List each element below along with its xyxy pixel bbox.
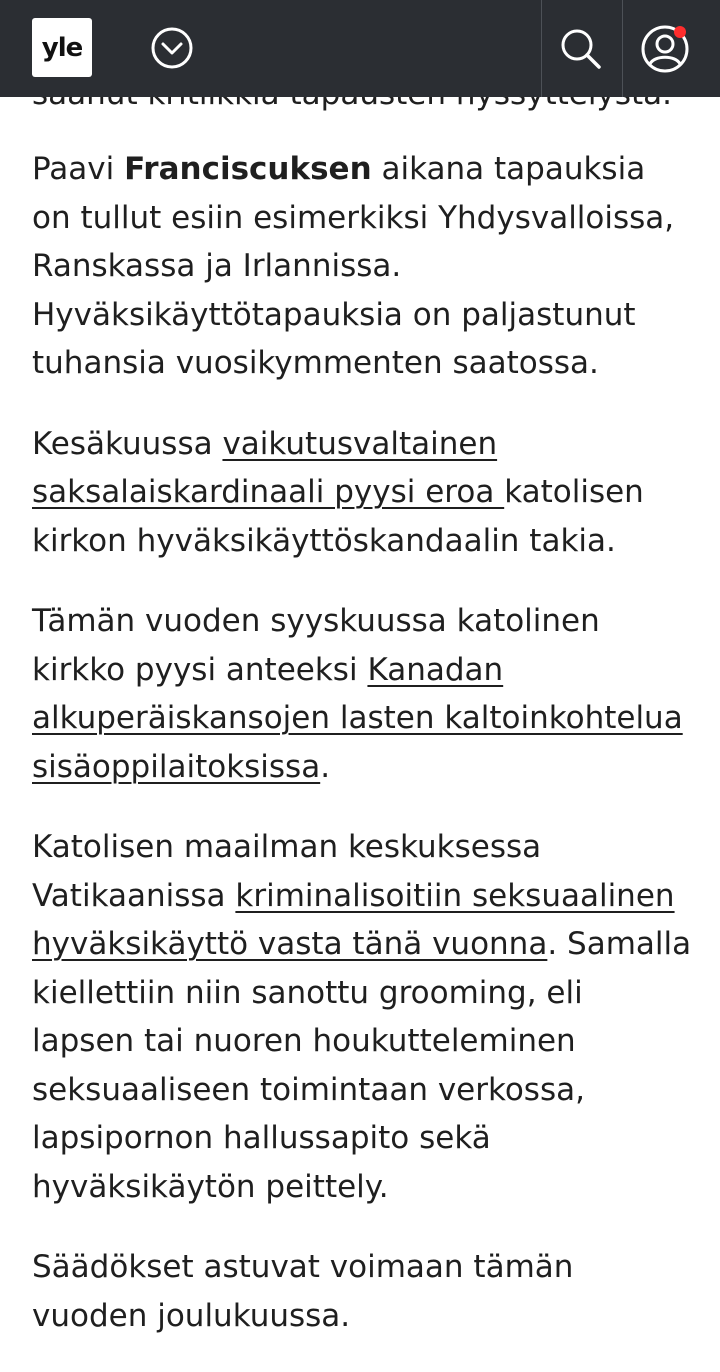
notification-dot — [674, 26, 686, 38]
link-vatican-criminalization[interactable]: kriminalisoitiin seksuaalinen hyväksikäyttö vasta tänä vuonna — [32, 877, 675, 962]
paragraph-pope-francis — [32, 145, 692, 388]
paragraph-text: . Samalla kiellettiin niin sanottu grooming, eli lapsen tai nuoren houkutteleminen seksuaaliseen toimintaan verkossa, lapsipornon hallussapito sekä hyväksikäytön peittely. — [32, 926, 692, 1205]
chevron-down-circle-icon[interactable] — [150, 26, 194, 70]
link-cardinal-resignation[interactable]: vaikutusvaltainen saksalaiskardinaali pyysi eroa — [32, 425, 505, 510]
yle-logo[interactable]: yle — [32, 18, 92, 77]
paragraph-text: Kesäkuussa — [32, 425, 223, 462]
bold-name: Franciscuksen — [124, 151, 372, 187]
paragraph-vatican — [32, 823, 692, 1211]
search-icon[interactable] — [556, 24, 604, 72]
paragraph-text: . — [320, 748, 331, 785]
header-divider — [622, 0, 623, 97]
paragraph-text: katolisen kirkon hyväksikäyttöskandaalin takia. — [32, 474, 644, 559]
paragraph-text: Katolisen maailman keskuksessa Vatikaanissa — [32, 829, 542, 914]
paragraph-text: Paavi — [32, 151, 125, 187]
paragraph-regulations — [32, 1243, 692, 1340]
header-divider — [541, 0, 542, 97]
paragraph-text: Säädökset astuvat voimaan tämän vuoden joulukuussa. — [32, 1249, 574, 1334]
top-navigation-bar — [0, 0, 720, 97]
paragraph-canada — [32, 597, 692, 791]
paragraph-cardinal — [32, 420, 692, 566]
paragraph-text: Tämän vuoden syyskuussa katolinen kirkko pyysi anteeksi — [32, 603, 600, 688]
paragraph-text: aikana tapauksia on tullut esiin esimerkiksi Yhdysvalloissa, Ranskassa ja Irlannissa. Hyväksikäyttötapauksia on paljastunut tuhansia vuosikymmenten saatossa. — [32, 151, 675, 381]
link-canada-residential-schools[interactable]: Kanadan alkuperäiskansojen lasten kaltoinkohtelua sisäoppilaitoksissa — [32, 651, 683, 785]
article-body — [32, 145, 692, 1372]
